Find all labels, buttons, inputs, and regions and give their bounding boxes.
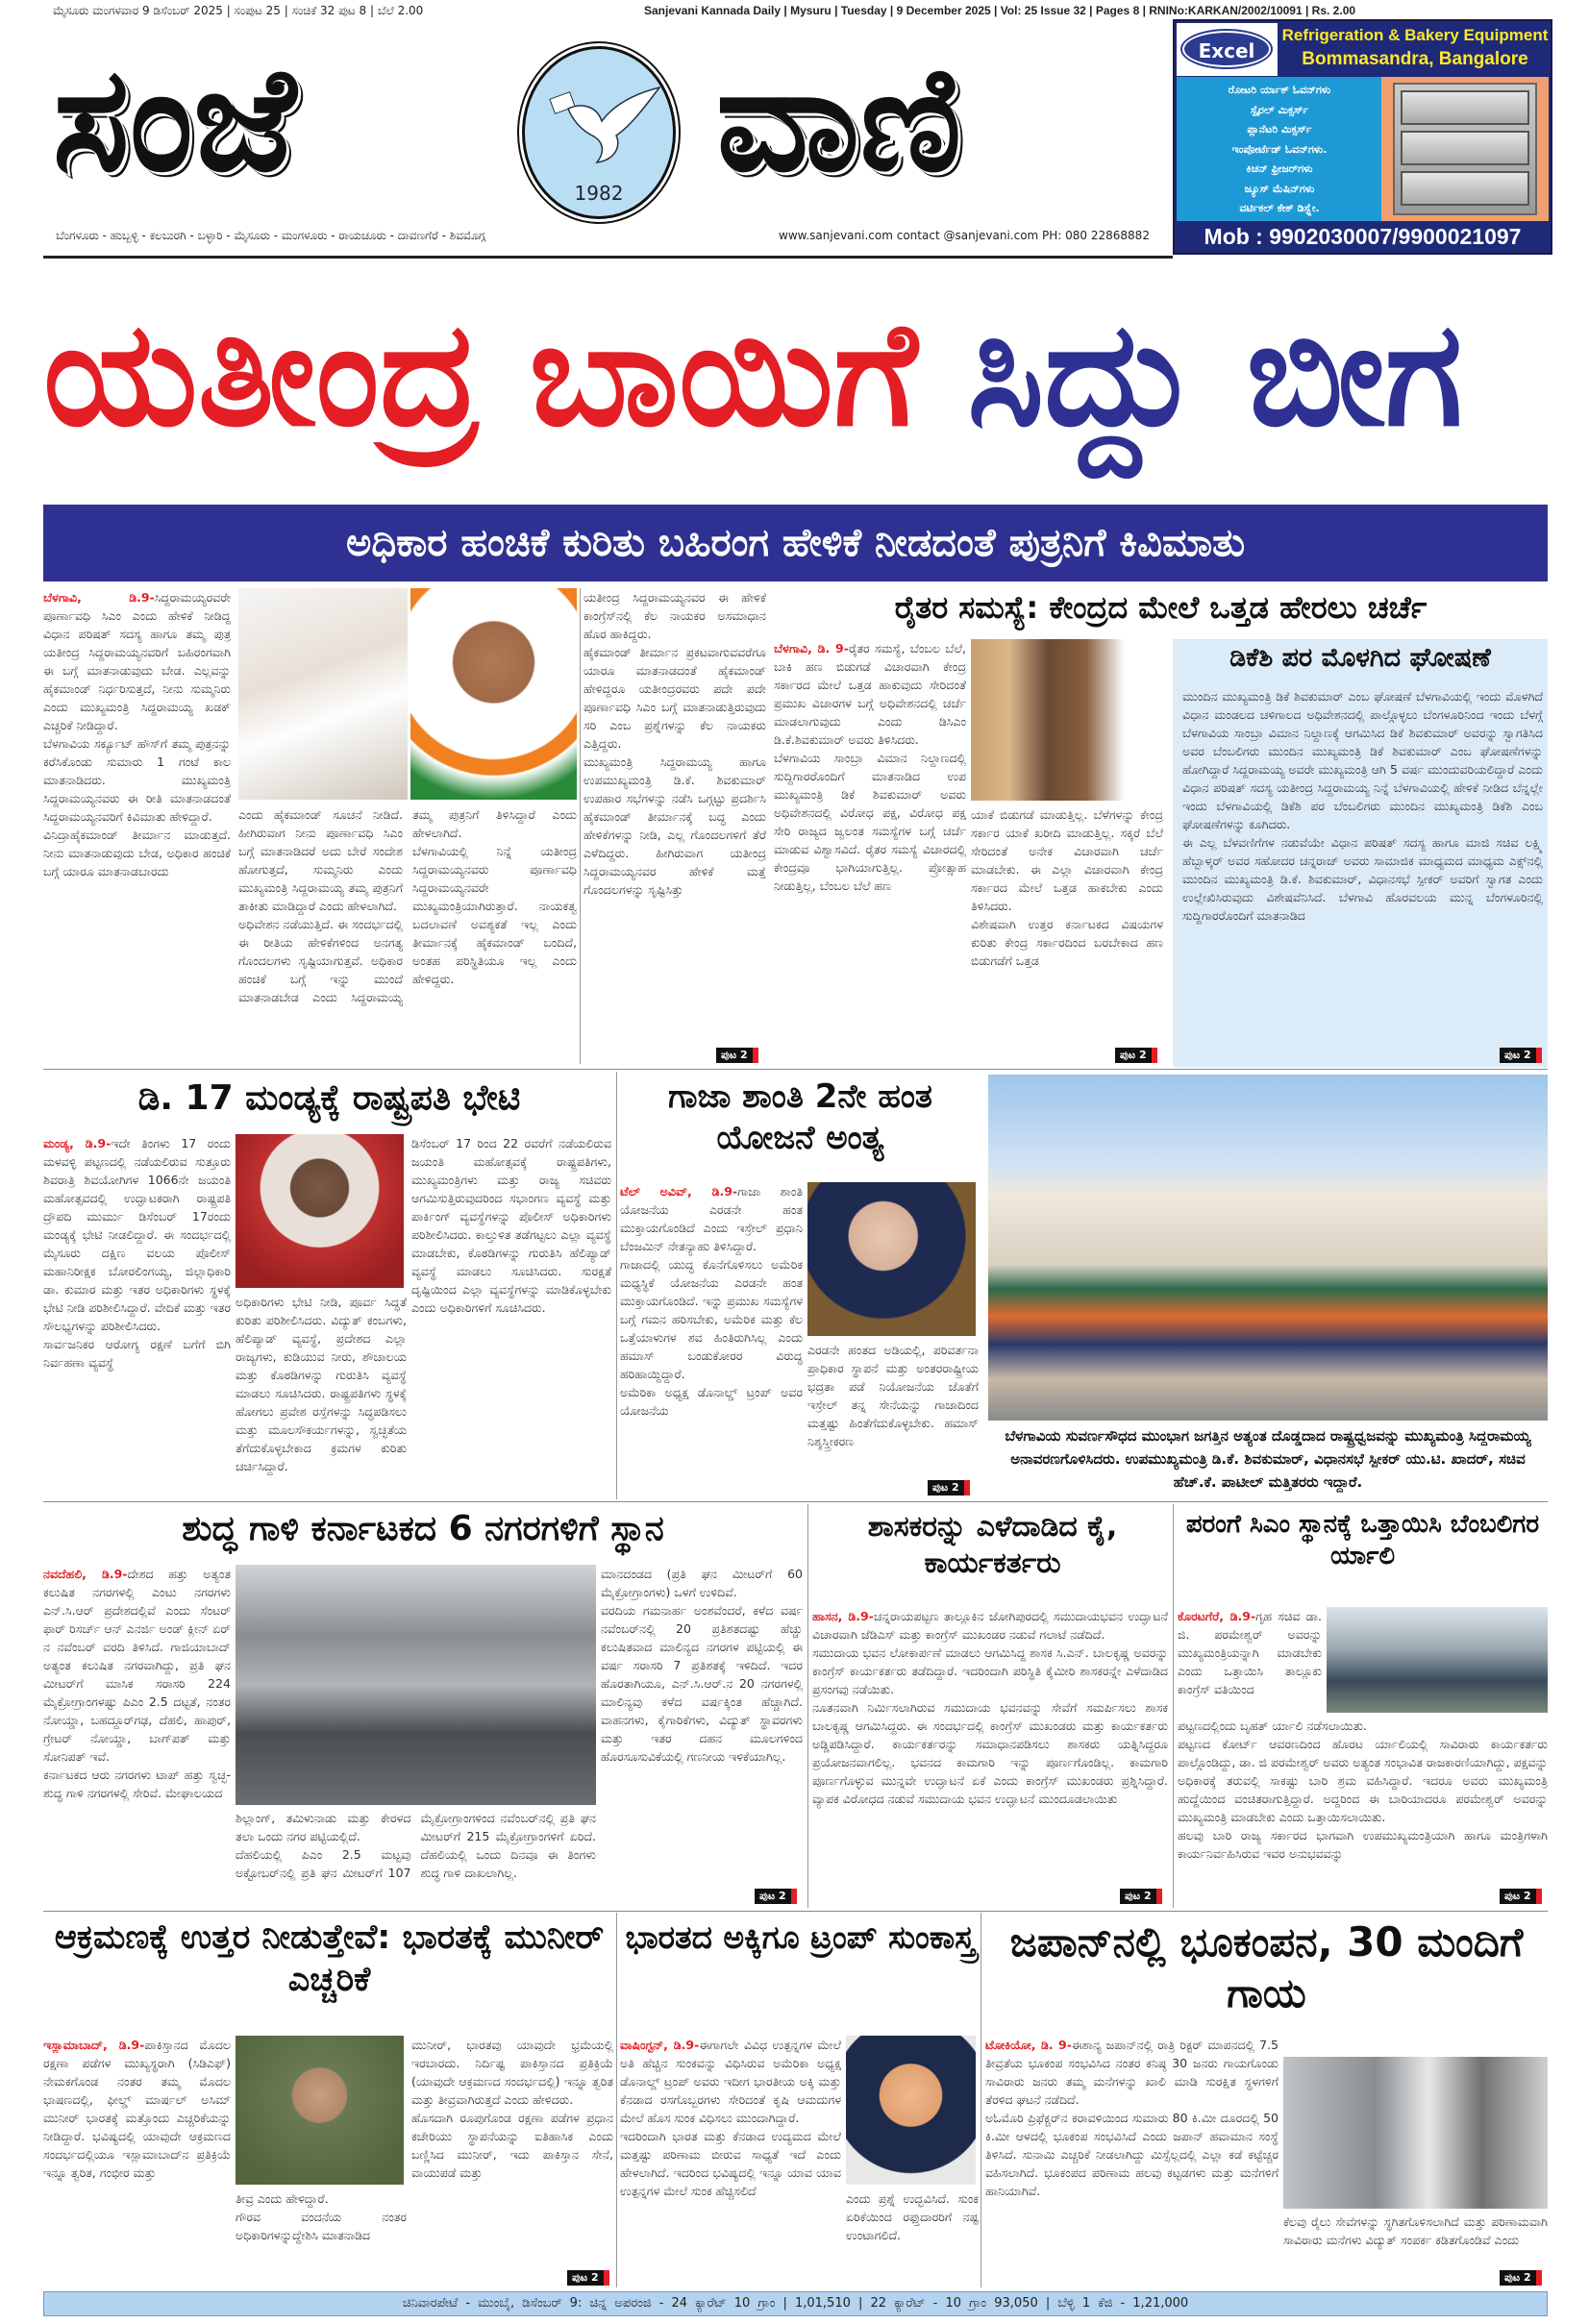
article-text: ಇದೇ ತಿಂಗಳು 17 ರಂದು ಮಳವಳ್ಳಿ ಪಟ್ಟಣದಲ್ಲಿ ನಡೆಯಲಿರುವ ಸುತ್ತೂರು ಶಿವರಾತ್ರಿ ಶಿವಯೋಗಿಗಳ 1066ನೇ ಜಯಂತಿ ಮಹೋತ್ಸವದಲ್ಲಿ ಉದ್ಘಾಟಕರಾಗಿ ರಾಷ್ಟ್ರಪತಿ ದ್ರೌಪದಿ ಮುರ್ಮು ಡಿಸೆಂಬರ್ 17ರಂದು ಮಂಡ್ಯಕ್ಕೆ ಭೇಟಿ ನೀಡಲಿದ್ದಾರೆ. ಈ ಸಂದರ್ಭದಲ್ಲಿ ಮೈಸೂರು ದಕ್ಷಿಣ ವಲಯ ಪೊಲೀಸ್ ಮಹಾನಿರೀಕ್ಷಕ ಬೋರಲಿಂಗಯ್ಯ, ಜಿಲ್ಲಾಧಿಕಾರಿ ಡಾ. ಕುಮಾರ ಮತ್ತು ಇತರ ಅಧಿಕಾರಿಗಳು ಸ್ಥಳಕ್ಕೆ ಭೇಟಿ ನೀಡಿ ಪರಿಶೀಲಿಸಿದ್ದಾರೆ. ವೇದಿಕೆ ಮತ್ತು ಇತರ ಸೌಲಭ್ಯಗಳನ್ನು ಪರಿಶೀಲಿಸಿದರು. ಸಾರ್ವಜನಿಕರ ಆರೋಗ್ಯ ರಕ್ಷಣೆ ಬಗೆಗೆ ಬಿಗಿ ನಿರ್ವಹಣಾ ವ್ಯವಸ್ಥೆ: [43, 1136, 231, 1370]
oven-image: [1393, 83, 1537, 215]
mandya-text-col2: ಅಧಿಕಾರಿಗಳು ಭೇಟಿ ನೀಡಿ, ಪೂರ್ವ ಸಿದ್ಧತೆ ಕುರಿತು ಪರಿಶೀಲಿಸಿದರು. ವಿದ್ಯುತ್ ಕಂಬಗಳು, ಹೆಲಿಪ್ಯಾಡ್ ವ್ಯವಸ್ಥೆ, ಪ್ರದೇಶದ ಎಲ್ಲಾ ರಾಜ್ಯಗಳು, ಕುಡಿಯುವ ನೀರು, ಶೌಚಾಲಯ ಮತ್ತು ಕೊಠಡಿಗಳನ್ನು ಗುರುತಿಸಿ ವ್ಯವಸ್ಥೆ ಮಾಡಲು ಸೂಚಿಸಿದರು. ರಾಷ್ಟ್ರಪತಿಗಳು ಸ್ಥಳಕ್ಕೆ ಹೋಗಲು ಪ್ರವೇಶ ರಸ್ತೆಗಳನ್ನು ಸಿದ್ಧಪಡಿಸಲು ಮತ್ತು ಮೂಲಸೌಕರ್ಯಗಳನ್ನು, ಸ್ವಚ್ಛತೆಯ ತೆಗೆದುಕೊಳ್ಳಬೇಕಾದ ಕ್ರಮಗಳ ಕುರಿತು ಚರ್ಚಿಸಿದ್ದಾರೆ.: [236, 1295, 407, 1473]
excel-logo: [1177, 23, 1278, 76]
asim-munir-photo: [236, 2036, 404, 2185]
dateline: ಬೆಳಗಾವಿ, ಡಿ. 9-: [774, 641, 849, 655]
suvarna-soudha-flag-photo: [988, 1075, 1548, 1421]
dateline: ಟೆಲ್ ಅವಿವ್, ಡಿ.9-: [620, 1184, 738, 1199]
dks-headline: ಡಿಕೆಶಿ ಪರ ಮೊಳಗಿದ ಘೋಷಣೆ: [1229, 643, 1491, 673]
continued-page-2-link[interactable]: ಪುಟ 2: [1115, 1048, 1157, 1063]
dateline: ಹಾಸನ, ಡಿ.9-: [812, 1609, 874, 1623]
ad-body: [1177, 77, 1549, 221]
dove-icon: [525, 49, 679, 174]
logo-word-right: ವಾಣಿ: [716, 37, 962, 204]
lead-text-col2: ಎಂದು ಹೈಕಮಾಂಡ್ ಸೂಚನೆ ನೀಡಿದೆ. ಹೀಗಿರುವಾಗ ನೀನು ಪೂರ್ಣಾವಧಿ ಸಿಎಂ ಬಗ್ಗೆ ಮಾತನಾಡಿದರೆ ಅದು ಬೇರೆ ಸಂದೇಶ ಹೋಗುತ್ತದೆ, ಸುಮ್ಮನಿರು ಎಂದು ಮುಖ್ಯಮಂತ್ರಿ ಸಿದ್ದರಾಮಯ್ಯ ತಮ್ಮ ಪುತ್ರನಿಗೆ ತಾಕೀತು ಮಾಡಿದ್ದಾರೆ ಎಂದು ಹೇಳಲಾಗಿದೆ. ಅಧಿವೇಶನ ನಡೆಯುತ್ತಿದೆ. ಈ ಸಂದರ್ಭದಲ್ಲಿ ಈ ರೀತಿಯ ಹೇಳಿಕೆಗಳಿಂದ ಅನಗತ್ಯ ಗೊಂದಲಗಳು ಸೃಷ್ಟಿಯಾಗುತ್ತವೆ. ಅಧಿಕಾರ ಹಂಚಿಕೆ ಬಗ್ಗೆ ಇನ್ನು ಮುಂದೆ ಮಾತನಾಡಬೇಡ ಎಂದು ಸಿದ್ದರಾಮಯ್ಯ ತಮ್ಮ ಪುತ್ರನಿಗೆ ತಿಳಿಸಿದ್ದಾರೆ ಎಂದು ಹೇಳಲಾಗಿದೆ. ಬೆಳಗಾವಿಯಲ್ಲಿ ನಿನ್ನೆ ಯತೀಂದ್ರ ಸಿದ್ದರಾಮಯ್ಯನವರು ಪೂರ್ಣಾವಧಿ ಸಿದ್ದರಾಮಯ್ಯನವರೇ ಮುಖ್ಯಮಂತ್ರಿಯಾಗಿರುತ್ತಾರೆ. ನಾಯಕತ್ವ ಬದಲಾವಣೆ ಅವಶ್ಯಕತೆ ಇಲ್ಲ ಎಂದು ತೀರ್ಮಾನಕ್ಕೆ ಹೈಕಮಾಂಡ್ ಬಂದಿದೆ, ಅಂತಹ ಪರಿಸ್ಥಿತಿಯೂ ಇಲ್ಲ ಎಂದು ಹೇಳಿದ್ದರು.: [238, 807, 577, 1004]
issue-info-kannada: ಮೈಸೂರು ಮಂಗಳವಾರ 9 ಡಿಸೆಂಬರ್ 2025 | ಸಂಪುಟ 25 | ಸಂಚಿಕೆ 32 ಪುಟ 8 | ಬೆಲೆ 2.00: [53, 4, 424, 17]
dateline: ನವದೆಹಲಿ, ಡಿ.9-: [43, 1567, 128, 1581]
divider: [43, 1501, 1548, 1502]
lead-headline-blue: ಸಿದ್ದು ಬೀಗ: [967, 291, 1463, 458]
ad-mobile: Mob : 9902030007/9900021097: [1204, 224, 1522, 249]
photo-caption: ಬೆಳಗಾವಿಯ ಸುವರ್ಣಸೌಧದ ಮುಂಭಾಗ ಜಗತ್ತಿನ ಅತ್ಯಂತ ದೊಡ್ಡದಾದ ರಾಷ್ಟ್ರಧ್ವಜವನ್ನು ಮುಖ್ಯಮಂತ್ರಿ ಸಿದ್ದರಾಮಯ್ಯ ಅನಾವರಣಗೊಳಿಸಿದರು. ಉಪಮುಖ್ಯಮಂತ್ರಿ ಡಿ.ಕೆ. ಶಿವಕುಮಾರ್, ವಿಧಾನಸಭೆ ಸ್ಪೀಕರ್ ಯು.ಟಿ. ಖಾದರ್, ಸಚಿವ ಹೆಚ್.ಕೆ. ಪಾಟೀಲ್ ಮತ್ತಿತರರು ಇದ್ದಾರೆ.: [1005, 1427, 1531, 1491]
clean-air-text-col3: ಮಾನದಂಡದ (ಪ್ರತಿ ಘನ ಮೀಟರ್‌ಗೆ 60 ಮೈಕ್ರೋಗ್ರಾಂಗಳು) ಒಳಗೆ ಉಳಿದಿವೆ. ವರದಿಯ ಗಮನಾರ್ಹ ಅಂಶವೆಂದರೆ, ಕಳೆದ ವರ್ಷ ನವೆಂಬರ್‌ನಲ್ಲಿ 20 ಪ್ರತಿಶತದಷ್ಟು ಹೆಚ್ಚು ಕಲುಷಿತವಾದ ಮಾಲಿನ್ಯದ ನಗರಗಳ ಪಟ್ಟಿಯಲ್ಲಿ ಈ ವರ್ಷ ಸರಾಸರಿ 7 ಪ್ರತಿಶತಕ್ಕೆ ಇಳಿದಿದೆ. ಇದರ ಹೊರತಾಗಿಯೂ, ಎನ್‌.ಸಿ.ಆರ್‌.ನ 20 ನಗರಗಳಲ್ಲಿ ಮಾಲಿನ್ಯವು ಕಳೆದ ವರ್ಷಕ್ಕಿಂತ ಹೆಚ್ಚಾಗಿದೆ. ವಾಹನಗಳು, ಕೈಗಾರಿಕೆಗಳು, ವಿದ್ಯುತ್ ಸ್ಥಾವರಗಳು ಮತ್ತು ಇತರ ದಹನ ಮೂಲಗಳಿಂದ ಹೊರಸೂಸುವಿಕೆಯಲ್ಲಿ ಗಣನೀಯ ಇಳಿಕೆಯಾಗಿಲ್ಲ.: [601, 1567, 803, 1764]
farmers-headline: ರೈತರ ಸಮಸ್ಯೆ: ಕೇಂದ್ರದ ಮೇಲೆ ಒತ್ತಡ ಹೇರಲು ಚರ್ಚೆ: [894, 589, 1428, 626]
contact-info: www.sanjevani.com contact @sanjevani.com PH: 080 22868882: [779, 229, 1150, 242]
dateline: ಕೊರಟಗೆರೆ, ಡಿ.9-: [1178, 1609, 1256, 1623]
divider: [616, 1913, 617, 2287]
mandya-text-col1: [43, 1134, 231, 1499]
article-text: ಪಾಕಿಸ್ತಾನದ ಮೊದಲ ರಕ್ಷಣಾ ಪಡೆಗಳ ಮುಖ್ಯಸ್ಥರಾಗಿ (ಸಿಡಿಎಫ್) ನೇಮಕಗೊಂಡ ನಂತರ ತಮ್ಮ ಮೊದಲ ಭಾಷಣದಲ್ಲಿ, ಫೀಲ್ಡ್ ಮಾರ್ಷಲ್ ಅಸಿಮ್ ಮುನೀರ್ ಭಾರತಕ್ಕೆ ಮತ್ತೊಂದು ಎಚ್ಚರಿಕೆಯನ್ನು ನೀಡಿದ್ದಾರೆ. ಭವಿಷ್ಯದಲ್ಲಿ ಯಾವುದೇ ಆಕ್ರಮಣದ ಸಂದರ್ಭದಲ್ಲಿಯೂ ಇಸ್ಲಾಮಾಬಾದ್‌ನ ಪ್ರತಿಕ್ರಿಯೆ ಇನ್ನೂ ತ್ವರಿತ, ಗಂಭೀರ ಮತ್ತು: [43, 2038, 231, 2180]
logo-word-left: ಸಂಜೆ: [53, 37, 296, 204]
divider: [616, 1072, 617, 1499]
clean-air-text-col1: [43, 1565, 231, 1906]
advertisement-excel[interactable]: [1173, 19, 1552, 255]
munir-text-col3: ಮುನೀರ್, ಭಾರತವು ಯಾವುದೇ ಭ್ರಮೆಯಲ್ಲಿ ಇರಬಾರದು. ನಿರ್ದಿಷ್ಟ ಪಾಕಿಸ್ತಾನದ ಪ್ರತಿಕ್ರಿಯೆ (ಯಾವುದೇ ಆಕ್ರಮಣದ ಸಂದರ್ಭದಲ್ಲಿ) ಇನ್ನೂ ತ್ವರಿತ ಮತ್ತು ತೀವ್ರವಾಗಿರುತ್ತದೆ ಎಂದು ಹೇಳಿದರು. ಹೊಸದಾಗಿ ರೂಪುಗೊಂಡ ರಕ್ಷಣಾ ಪಡೆಗಳ ಪ್ರಧಾನ ಕಚೇರಿಯು ಸ್ಥಾಪನೆಯನ್ನು ಐತಿಹಾಸಿಕ ಎಂದು ಬಣ್ಣಿಸಿದ ಮುನೀರ್, ಇದು ಪಾಕಿಸ್ತಾನ ಸೇನೆ, ವಾಯುಪಡೆ ಮತ್ತು: [411, 2038, 613, 2180]
param-text-col2: ಪಟ್ಟಣದಲ್ಲಿಂದು ಬೃಹತ್ ರ್ಯಾಲಿ ನಡೆಸಲಾಯಿತು. ಪಟ್ಟಣದ ಕೋರ್ಟ್ ಆವರಣದಿಂದ ಹೊರಟ ರ್ಯಾಲಿಯಲ್ಲಿ ಸಾವಿರಾರು ಕಾರ್ಯಕರ್ತರು ಪಾಲ್ಗೊಂಡಿದ್ದು, ಡಾ. ಜಿ ಪರಮೇಶ್ವರ್ ಅವರು ಅತ್ಯಂತ ಸಂಭಾವಿತ ರಾಜಕಾರಣಿಯಾಗಿದ್ದು, ಪಕ್ಷವನ್ನು ಅಧಿಕಾರಕ್ಕೆ ತರುವಲ್ಲಿ ಸಾಕಷ್ಟು ಬಾರಿ ಶ್ರಮ ವಹಿಸಿದ್ದಾರೆ. ಇದರೂ ಅವರು ಮುಖ್ಯಮಂತ್ರಿ ಹುದ್ದೆಯಿಂದ ವಂಚಿತರಾಗುತ್ತಿದ್ದಾರೆ. ಅದ್ದರಿಂದ ಈ ಬಾರಿಯಾದರೂ ಪರಮೇಶ್ವರ್ ಅವರನ್ನು ಮುಖ್ಯಮಂತ್ರಿ ಮಾಡಬೇಕು ಎಂದು ಒತ್ತಾಯಿಸಲಾಯಿತು. ಹಲವು ಬಾರಿ ರಾಜ್ಯ ಸರ್ಕಾರದ ಭಾಗವಾಗಿ ಉಪಮುಖ್ಯಮಂತ್ರಿಯಾಗಿ ಹಾಗೂ ಮಂತ್ರಿಗಳಾಗಿ ಕಾರ್ಯನಿರ್ವಹಿಸಿರುವ ಇವರ ಅನುಭವವನ್ನು: [1178, 1718, 1548, 1861]
dk-shivakumar-photo: [971, 639, 1163, 801]
ad-title: [1280, 23, 1550, 71]
siddaramaiah-photo: [238, 588, 408, 800]
farmers-text-col1: [774, 639, 966, 1064]
article-text: ಚನ್ನರಾಯಪಟ್ಟಣ ತಾಲ್ಲೂಕಿನ ಜೋಗಿಪುರದಲ್ಲಿ ಸಮುದಾಯಭವನ ಉದ್ಘಾಟನೆ ವಿಚಾರವಾಗಿ ಜೆಡಿಎಸ್ ಮತ್ತು ಕಾಂಗ್ರೆಸ್ ಮುಖಂಡರ ನಡುವೆ ಗಲಾಟೆ ನಡೆದಿದೆ. ಸಮುದಾಯ ಭವನ ಲೋಕಾರ್ಪಣೆ ಮಾಡಲು ಆಗಮಿಸಿದ್ದ ಶಾಸಕ ಸಿ.ಎನ್. ಬಾಲಕೃಷ್ಣ ಅವರನ್ನು ಕಾಂಗ್ರೆಸ್ ಕಾರ್ಯಕರ್ತರು ತಡೆದಿದ್ದಾರೆ. ಇದರಿಂದಾಗಿ ಪರಿಸ್ಥಿತಿ ಕೈಮೀರಿ ಶಾಸಕರನ್ನೇ ಎಳೆದಾಡಿದ ಪ್ರಸಂಗವು ನಡೆಯಿತು. ನೂತನವಾಗಿ ನಿರ್ಮಿಸಲಾಗಿರುವ ಸಮುದಾಯ ಭವನವನ್ನು ಸೇವೆಗೆ ಸಮರ್ಪಿಸಲು ಶಾಸಕ ಬಾಲಕೃಷ್ಣ ಆಗಮಿಸಿದ್ದರು. ಈ ಸಂದರ್ಭದಲ್ಲಿ ಕಾಂಗ್ರೆಸ್ ಮುಖಂಡರು ಮತ್ತು ಕಾರ್ಯಕರ್ತರು ಅಡ್ಡಿಪಡಿಸಿದ್ದಾರೆ. ಕಾರ್ಯಕರ್ತರನ್ನು ಸಮಾಧಾನಪಡಿಸಲು ಶಾಸಕರು ಯತ್ನಿಸಿದ್ದರೂ ಪ್ರಯೋಜನವಾಗಲಿಲ್ಲ. ಭವನದ ಕಾಮಗಾರಿ ಇನ್ನು ಪೂರ್ಣಗೊಂಡಿಲ್ಲ. ಕಾಮಗಾರಿ ಪೂರ್ಣಗೊಳ್ಳುವ ಮುನ್ನವೇ ಉದ್ಘಾಟನೆ ಏಕೆ ಎಂದು ಕಾಂಗ್ರೆಸ್ ಮುಖಂಡರು ಪ್ರಶ್ನಿಸಿದ್ದಾರೆ. ವ್ಯಾಪಕ ವಿರೋಧದ ನಡುವೆ ಸಮುದಾಯ ಭವನ ಉದ್ಘಾಟನೆ ಮುಂದೂಡಲಾಯಿತು: [812, 1609, 1168, 1806]
gaza-text-col1: [620, 1182, 803, 1497]
munir-text-col1: [43, 2036, 231, 2287]
continued-page-2-link[interactable]: ಪುಟ 2: [1120, 1889, 1162, 1904]
dateline: ಇಸ್ಲಾಮಾಬಾದ್, ಡಿ.9-: [43, 2038, 145, 2052]
lead-headline: [43, 260, 1552, 495]
netanyahu-photo: [807, 1182, 976, 1336]
gold-silver-price-ticker: ಚಿನಿವಾರಪೇಟೆ - ಮುಂಬೈ, ಡಿಸೆಂಬರ್ 9: ಚಿನ್ನ ಅಪರಂಜಿ - 24 ಕ್ಯಾರೆಟ್ 10 ಗ್ರಾಂ | 1,01,510 | 22 ಕ್ಯಾರೆಟ್ - 10 ಗ್ರಾಂ 93,050 | ಬೆಳ್ಳಿ 1 ಕೆಜಿ - 1,21,000: [43, 2291, 1548, 2316]
lead-text-col1: [43, 588, 231, 1064]
trump-headline: ಭಾರತದ ಅಕ್ಕಿಗೂ ಟ್ರಂಪ್ ಸುಂಕಾಸ್ತ್ರ: [625, 1918, 976, 1956]
mla-text: [812, 1607, 1168, 1905]
issue-info-english: Sanjevani Kannada Daily | Mysuru | Tuesday | 9 December 2025 | Vol: 25 Issue 32 | Pages 8 | RNINo:KARKAN/2002/10091 | Rs. 2.00: [644, 4, 1356, 17]
edition-cities: ಬೆಂಗಳೂರು - ಹುಬ್ಬಳ್ಳಿ - ಕಲಬುರಗಿ - ಬಳ್ಳಾರಿ - ಮೈಸೂರು - ಮಂಗಳೂರು - ರಾಯಚೂರು - ದಾವಣಗೆರೆ - ಶಿವಮೊಗ್ಗ: [56, 229, 486, 242]
dks-text: ಮುಂದಿನ ಮುಖ್ಯಮಂತ್ರಿ ಡಿಕೆ ಶಿವಕುಮಾರ್ ಎಂಬ ಘೋಷಣೆ ಬೆಳಗಾವಿಯಲ್ಲಿ ಇಂದು ಮೊಳಗಿದೆ ವಿಧಾನ ಮಂಡಲದ ಚಳಿಗಾಲದ ಅಧಿವೇಶನದಲ್ಲಿ ಪಾಲ್ಗೊಳ್ಳಲು ಬೆಂಗಳೂರಿನಿಂದ ಇಂದು ಬೆಳಗ್ಗೆ ಬೆಳಗಾವಿಯ ಸಾಂಬ್ರಾ ವಿಮಾನ ನಿಲ್ದಾಣಕ್ಕೆ ಆಗಮಿಸಿದ ಡಿಕೆ ಶಿವಕುಮಾರ್ ಅವರನ್ನು ಸ್ವಾಗತಿಸಿದ ಅವರ ಬೆಂಬಲಿಗರು ಮುಂದಿನ ಮುಖ್ಯಮಂತ್ರಿ ಡಿಕೆ ಶಿವಕುಮಾರ್ ಎಂಬ ಘೋಷಣೆಗಳನ್ನು ಹೋಗಿದ್ದಾರೆ ಸಿದ್ದರಾಮಯ್ಯ ಅವರೇ ಮುಖ್ಯಮಂತ್ರಿ ಆಗಿ 5 ವರ್ಷ ಮುಂದುವರಿಯಲಿದ್ದಾರೆ ಎಂದು ವಿಧಾನ ಪರಿಷತ್ ಸದಸ್ಯ ಯತೀಂದ್ರ ಸಿದ್ದರಾಮಯ್ಯ ನಿನ್ನೆ ಬೆಳಗಾವಿಯಲ್ಲಿ ಹೇಳಿಕೆ ನೀಡಿದ ಬೆನ್ನಲ್ಲೇ ಇಂದು ಬೆಳಗಾವಿಯಲ್ಲಿ ಡಿಕೆಶಿ ಪರ ಬೆಂಬಲಿಗರು ಮುಂದಿನ ಮುಖ್ಯಮಂತ್ರಿ ಡಿಕೆಶಿ ಎಂಬ ಘೋಷಣೆಗಳನ್ನು ಕೂಗಿದರು. ಈ ಎಲ್ಲ ಬೆಳವಣಿಗೆಗಳ ನಡುವೆಯೇ ವಿಧಾನ ಪರಿಷತ್ ಸದಸ್ಯ ಹಾಗೂ ಮಾಜಿ ಸಚಿವ ಲಕ್ಷ್ಮಿ ಹೆಬ್ಬಾಳ್ಕರ್ ಅವರ ಸಹೋದರ ಚನ್ನರಾಜ್ ಅವರು ಸಾಮಾಜಿಕ ಮಾಧ್ಯಮದ ಮಾಧ್ಯಮ ಎಕ್ಸ್‌ನಲ್ಲಿ ಮುಂದಿನ ಮುಖ್ಯಮಂತ್ರಿ ಡಿ.ಕೆ. ಶಿವಕುಮಾರ್, ವಿಧಾನಸಭೆ ಸ್ಪೀಕರ್ ಅವರಿಗೆ ಸ್ವಾಗತ ಎಂದು ಉಲ್ಲೇಖಿಸಿರುವುದು ವಿಶೇಷವೆನಿಸಿದೆ. ಬೆಳಗಾವಿ ಹೊರವಲಯ ಮುನ್ನ ಬೆಂಗಳೂರಿನಲ್ಲಿ ಸುದ್ದಿಗಾರರೊಂದಿಗೆ ಮಾತನಾಡಿದ: [1182, 689, 1543, 923]
farmers-text-col2: ಯಾಕೆ ಬಿಡುಗಡೆ ಮಾಡುತ್ತಿಲ್ಲ. ಬೆಳೆಗಳನ್ನು ಕೇಂದ್ರ ಸರ್ಕಾರ ಯಾಕೆ ಖರೀದಿ ಮಾಡುತ್ತಿಲ್ಲ. ಸಕ್ಕರೆ ಬೆಲೆ ಸೇರಿದಂತೆ ಅನೇಕ ವಿಚಾರವಾಗಿ ಚರ್ಚೆ ಮಾಡಬೇಕು. ಈ ಎಲ್ಲಾ ವಿಚಾರವಾಗಿ ಕೇಂದ್ರ ಸರ್ಕಾರದ ಮೇಲೆ ಒತ್ತಡ ಹಾಕಬೇಕು ಎಂದು ತಿಳಿಸಿದರು. ವಿಶೇಷವಾಗಿ ಉತ್ತರ ಕರ್ನಾಟಕದ ವಿಷಯಗಳ ಕುರಿತು ಕೇಂದ್ರ ಸರ್ಕಾರದಿಂದ ಬರಬೇಕಾದ ಹಣ ಬಿಡುಗಡೆಗೆ ಒತ್ತಡ: [971, 807, 1163, 968]
lead-headline-red: ಯತೀಂದ್ರ ಬಾಯಿಗೆ: [43, 291, 918, 458]
emblem-year: 1982: [574, 182, 624, 205]
article-text: ಈಶಾನ್ಯ ಜಪಾನ್‌ನಲ್ಲಿ ರಾತ್ರಿ ರಿಕ್ಟರ್ ಮಾಪನದಲ್ಲಿ 7.5 ತೀವ್ರತೆಯ ಭೂಕಂಪ ಸಂಭವಿಸಿದ ನಂತರ ಕನಿಷ್ಠ 30 ಜನರು ಗಾಯಗೊಂಡು ಸಾವಿರಾರು ಜನರು ತಮ್ಮ ಮನೆಗಳನ್ನು ಖಾಲಿ ಮಾಡಿ ಸುರಕ್ಷಿತ ಸ್ಥಳಗಳಿಗೆ ತೆರಳಿದ ಘಟನೆ ನಡೆದಿದೆ. ಅಓಮೊರಿ ಪ್ರಿಫೆಕ್ಚರ್‌ನ ಕರಾವಳಿಯಿಂದ ಸುಮಾರು 80 ಕಿ.ಮೀ ದೂರದಲ್ಲಿ 50 ಕಿ.ಮೀ ಆಳದಲ್ಲಿ ಭೂಕಂಪ ಸಂಭವಿಸಿದೆ ಎಂದು ಜಪಾನ್ ಹವಾಮಾನ ಸಂಸ್ಥೆ ತಿಳಿಸಿದೆ. ಸುನಾಮಿ ಎಚ್ಚರಿಕೆ ನೀಡಲಾಗಿದ್ದು ಮಿಸ್ಸೆಲ್ಲದಲ್ಲಿ ಎಲ್ಲಾ ಕಡೆ ಕಟ್ಟೆಚ್ಚರ ವಹಿಸಲಾಗಿದೆ. ಭೂಕಂಪದ ಪರಿಣಾಮ ಹಲವು ಕಟ್ಟಡಗಳು ಮತ್ತು ಮನೆಗಳಿಗೆ ಹಾನಿಯಾಗಿವೆ.: [985, 2038, 1279, 2198]
continued-page-2-link[interactable]: ಪುಟ 2: [1500, 1048, 1542, 1063]
earthquake-photo: [1283, 2057, 1548, 2209]
mandya-text-col3: ಡಿಸೆಂಬರ್ 17 ರಿಂದ 22 ರವರೆಗೆ ನಡೆಯಲಿರುವ ಜಯಂತಿ ಮಹೋತ್ಸವಕ್ಕೆ ರಾಷ್ಟ್ರಪತಿಗಳು, ಮುಖ್ಯಮಂತ್ರಿಗಳು ಮತ್ತು ರಾಜ್ಯ ಸಚಿವರು ಆಗಮಿಸುತ್ತಿರುವುದರಿಂದ ಸಭಾಂಗಣ ವ್ಯವಸ್ಥೆ ಮತ್ತು ಪಾರ್ಕಿಂಗ್ ವ್ಯವಸ್ಥೆಗಳನ್ನು ಪೊಲೀಸ್ ಅಧಿಕಾರಿಗಳು ಪರಿಶೀಲಿಸಿದರು. ಕಾಲ್ತುಳಿತ ತಡೆಗಟ್ಟಲು ಎಲ್ಲಾ ವ್ಯವಸ್ಥೆ ಮಾಡಬೇಕು, ಕೊಠಡಿಗಳನ್ನು ಗುರುತಿಸಿ ಹೆಲಿಪ್ಯಾಡ್ ವ್ಯವಸ್ಥೆ ಮಾಡಲು ಸೂಚಿಸಿದರು. ಸುರಕ್ಷತೆ ದೃಷ್ಟಿಯಿಂದ ಎಲ್ಲಾ ವ್ಯವಸ್ಥೆಗಳನ್ನು ಮಾಡಿಕೊಳ್ಳಬೇಕು ಎಂದು ಅಧಿಕಾರಿಗಳಿಗೆ ಸೂಚಿಸಿದರು.: [411, 1136, 611, 1315]
mandya-headline: ಡಿ. 17 ಮಂಡ್ಯಕ್ಕೆ ರಾಷ್ಟ್ರಪತಿ ಭೇಟಿ: [137, 1078, 521, 1118]
dateline: ಮಂಡ್ಯ, ಡಿ.9-: [43, 1136, 112, 1150]
masthead-logo: [53, 29, 1168, 216]
divider: [43, 1911, 1548, 1912]
clean-air-text-col2: ಶಿಲ್ಲಾಂಗ್, ತಮಿಳುನಾಡು ಮತ್ತು ಕೇರಳದ ತಲಾ ಒಂದು ನಗರ ಪಟ್ಟಿಯಲ್ಲಿದೆ. ದೆಹಲಿಯಲ್ಲಿ ಪಿಎಂ 2.5 ಮಟ್ಟವು ಅಕ್ಟೋಬರ್‌ನಲ್ಲಿ ಪ್ರತಿ ಘನ ಮೀಟರ್‌ಗೆ 107 ಮೈಕ್ರೋಗ್ರಾಂಗಳಿಂದ ನವೆಂಬರ್‌ನಲ್ಲಿ ಪ್ರತಿ ಘನ ಮೀಟರ್‌ಗೆ 215 ಮೈಕ್ರೋಗ್ರಾಂಗಳಿಗೆ ಏರಿದೆ. ದೆಹಲಿಯಲ್ಲಿ ಒಂದು ದಿನವೂ ಈ ತಿಂಗಳು ಶುದ್ಧ ಗಾಳಿ ದಾಖಲಾಗಿಲ್ಲ.: [236, 1811, 596, 1880]
article-text: ದೇಶದ ಹತ್ತು ಅತ್ಯಂತ ಕಲುಷಿತ ನಗರಗಳಲ್ಲಿ ಎಂಟು ನಗರಗಳು ಎನ್‌.ಸಿ.ಆರ್ ಪ್ರದೇಶದಲ್ಲಿವೆ ಎಂದು ಸೆಂಟರ್ ಫಾರ್ ರಿಸರ್ಚ್ ಆನ್ ಎನರ್ಜಿ ಅಂಡ್ ಕ್ಲೀನ್ ಏರ್ ನ ನವೆಂಬರ್ ವರದಿ ತಿಳಿಸಿದೆ. ಗಾಜಿಯಾಬಾದ್ ಅತ್ಯಂತ ಕಲುಷಿತ ನಗರವಾಗಿದ್ದು, ಪ್ರತಿ ಘನ ಮೀಟರ್‌ಗೆ ಮಾಸಿಕ ಸರಾಸರಿ 224 ಮೈಕ್ರೋಗ್ರಾಂಗಳಷ್ಟು ಪಿಎಂ 2.5 ದಟ್ಟತೆ, ನಂತರ ನೋಯ್ಡಾ, ಬಹದ್ದೂರ್‌ಗಢ, ದೆಹಲಿ, ಹಾಪುರ್, ಗ್ರೇಟರ್ ನೋಯ್ಡಾ, ಬಾಗ್‌ಪತ್ ಮತ್ತು ಸೋನಿಪತ್ ಇವೆ. ಕರ್ನಾಟಕದ ಆರು ನಗರಗಳು ಟಾಪ್ ಹತ್ತು ಸ್ವಚ್ಛ-ಶುದ್ಧ ಗಾಳಿ ನಗರಗಳಲ್ಲಿ ಸೇರಿವೆ. ಮೇಘಾಲಯದ: [43, 1567, 231, 1800]
continued-page-2-link[interactable]: ಪುಟ 2: [567, 2270, 609, 2286]
divider: [1173, 1504, 1174, 1908]
divider: [807, 1504, 808, 1908]
continued-page-2-link[interactable]: ಪುಟ 2: [928, 1480, 970, 1496]
gaza-headline: ಗಾಜಾ ಶಾಂತಿ 2ನೇ ಹಂತ ಯೋಜನೆ ಅಂತ್ಯ: [668, 1077, 932, 1157]
dove-emblem-icon: [522, 46, 676, 219]
article-text: ರೈತರ ಸಮಸ್ಯೆ, ಬೆಂಬಲ ಬೆಲೆ, ಬಾಕಿ ಹಣ ಬಿಡುಗಡೆ ವಿಚಾರವಾಗಿ ಕೇಂದ್ರ ಸರ್ಕಾರದ ಮೇಲೆ ಒತ್ತಡ ಹಾಕುವುದು ಸೇರಿದಂತೆ ಪ್ರಮುಖ ವಿಚಾರಗಳ ಬಗ್ಗೆ ಅಧಿವೇಶನದಲ್ಲಿ ಚರ್ಚೆ ಮಾಡಲಾಗುವುದು ಎಂದು ಡಿಸಿಎಂ ಡಿ.ಕೆ.ಶಿವಕುಮಾರ್ ಅವರು ತಿಳಿಸಿದರು. ಬೆಳಗಾವಿಯ ಸಾಂಬ್ರಾ ವಿಮಾನ ನಿಲ್ದಾಣದಲ್ಲಿ ಸುದ್ದಿಗಾರರೊಂದಿಗೆ ಮಾತನಾಡಿದ ಉಪ ಮುಖ್ಯಮಂತ್ರಿ ಡಿಕೆ ಶಿವಕುಮಾರ್ ಅವರು ಅಧಿವೇಶನದಲ್ಲಿ ವಿರೋಧ ಪಕ್ಷ, ವಿರೋಧ ಪಕ್ಷ ಸೇರಿ ರಾಜ್ಯದ ಜ್ವಲಂತ ಸಮಸ್ಯೆಗಳ ಬಗ್ಗೆ ಚರ್ಚೆ ಮಾಡುವ ವಿಶ್ವಾಸವಿದೆ. ರೈತರ ಸಮಸ್ಯೆ ವಿಚಾರದಲ್ಲಿ ಕೇಂದ್ರವೂ ಭಾಗಿಯಾಗುತ್ತಿಲ್ಲ. ಪ್ರೋತ್ಸಾಹ ನೀಡುತ್ತಿಲ್ಲ, ಬೆಂಬಲ ಬೆಲೆ ಹಣ: [774, 641, 966, 893]
continued-page-2-link[interactable]: ಪುಟ 2: [755, 1889, 797, 1904]
param-headline: ಪರಂಗೆ ಸಿಎಂ ಸ್ಥಾನಕ್ಕೆ ಒತ್ತಾಯಿಸಿ ಬೆಂಬಲಿಗರ ರ್ಯಾಲಿ: [1185, 1510, 1540, 1570]
divider: [43, 1069, 1548, 1070]
ad-title-line1: Refrigeration & Bakery Equipment: [1281, 26, 1549, 44]
pollution-photo: [236, 1565, 596, 1805]
lead-subheadline: ಅಧಿಕಾರ ಹಂಚಿಕೆ ಕುರಿತು ಬಹಿರಂಗ ಹೇಳಿಕೆ ನೀಡದಂತೆ ಪುತ್ರನಿಗೆ ಕಿವಿಮಾತು: [43, 505, 1548, 581]
japan-text-col1: [985, 2036, 1279, 2287]
dateline: ವಾಷಿಂಗ್ಟನ್, ಡಿ.9-: [620, 2038, 700, 2052]
continued-page-2-link[interactable]: ಪುಟ 2: [716, 1048, 758, 1063]
japan-text-col2: ಕೆಲವು ರೈಲು ಸೇವೆಗಳನ್ನು ಸ್ಥಗಿತಗೊಳಿಸಲಾಗಿದೆ ಮತ್ತು ಪರಿಣಾಮವಾಗಿ ಸಾವಿರಾರು ಮನೆಗಳು ವಿದ್ಯುತ್ ಸಂಪರ್ಕ ಕಡಿತಗೊಂಡಿವೆ ಎಂದು: [1283, 2214, 1548, 2247]
munir-headline: ಆಕ್ರಮಣಕ್ಕೆ ಉತ್ತರ ನೀಡುತ್ತೇವೆ: ಭಾರತಕ್ಕೆ ಮುನೀರ್ ಎಚ್ಚರಿಕೆ: [54, 1918, 605, 1999]
continued-page-2-link[interactable]: ಪುಟ 2: [1500, 1889, 1542, 1904]
continued-page-2-link[interactable]: ಪುಟ 2: [1500, 2270, 1542, 2286]
divider: [580, 588, 581, 1064]
excel-logo-text: Excel: [1182, 31, 1271, 67]
gaza-text-col2: ಎರಡನೇ ಹಂತದ ಅಡಿಯಲ್ಲಿ, ಪರಿವರ್ತನಾ ಪ್ರಾಧಿಕಾರ ಸ್ಥಾಪನೆ ಮತ್ತು ಅಂತರರಾಷ್ಟ್ರೀಯ ಭದ್ರತಾ ಪಡೆ ನಿಯೋಜನೆಯ ಜೊತೆಗೆ ಇಸ್ರೇಲ್ ತನ್ನ ಸೇನೆಯನ್ನು ಗಾಜಾದಿಂದ ಮತ್ತಷ್ಟು ಹಿಂತೆಗೆದುಕೊಳ್ಳಬೇಕು. ಹಮಾಸ್ ನಿಶ್ಶಸ್ತ್ರೀಕರಣ: [807, 1343, 979, 1448]
mla-headline: ಶಾಸಕರನ್ನು ಎಳೆದಾಡಿದ ಕೈ, ಕಾರ್ಯಕರ್ತರು: [867, 1510, 1118, 1580]
trump-photo: [846, 2036, 976, 2185]
japan-headline: ಜಪಾನ್‌ನಲ್ಲಿ ಭೂಕಂಪನ, 30 ಮಂದಿಗೆ ಗಾಯ: [1009, 1918, 1524, 2016]
article-text: ಗಾಜಾ ಶಾಂತಿ ಯೋಜನೆಯ ಎರಡನೇ ಹಂತ ಮುಕ್ತಾಯಗೊಂಡಿದೆ ಎಂದು ಇಸ್ರೇಲ್ ಪ್ರಧಾನಿ ಬೆಂಜಮಿನ್ ನೇತನ್ಯಾಹು ತಿಳಿಸಿದ್ದಾರೆ. ಗಾಜಾದಲ್ಲಿ ಯುದ್ಧ ಕೊನೆಗೊಳಿಸಲು ಅಮೆರಿಕ ಮಧ್ಯಸ್ಥಿಕೆ ಯೋಜನೆಯ ಎರಡನೇ ಹಂತ ಮುಕ್ತಾಯಗೊಂಡಿದೆ. ಇನ್ನು ಪ್ರಮುಖ ಸಮಸ್ಯೆಗಳ ಬಗ್ಗೆ ಗಮನ ಹರಿಸಬೇಕು, ಅಮೆರಿಕ ಮತ್ತು ಕೆಲ ಒತ್ತೆಯಾಳುಗಳ ಶವ ಹಿಂತಿರುಗಿಸಿಲ್ಲ ಎಂದು ಹಮಾಸ್ ಬಂಡುಕೋರರ ವಿರುದ್ಧ ಹರಿಹಾಯ್ದಿದ್ದಾರೆ. ಅಮೆರಿಕಾ ಅಧ್ಯಕ್ಷ ಡೊನಾಲ್ಡ್ ಟ್ರಂಪ್ ಅವರ ಯೋಜನೆಯ: [620, 1184, 803, 1418]
president-photo: [236, 1134, 404, 1288]
param-text-col1: [1178, 1607, 1322, 1713]
article-text: ಸಿದ್ದರಾಮಯ್ಯರವರೇ ಪೂರ್ಣಾವಧಿ ಸಿಎಂ ಎಂದು ಹೇಳಿಕೆ ನೀಡಿದ್ದ ವಿಧಾನ ಪರಿಷತ್ ಸದಸ್ಯ ಹಾಗೂ ತಮ್ಮ ಪುತ್ರ ಯತೀಂದ್ರ ಸಿದ್ದರಾಮಯ್ಯನವರಿಗೆ ಬಹಿರಂಗವಾಗಿ ಈ ಬಗ್ಗೆ ಮಾತನಾಡುವುದು ಬೇಡ. ಎಲ್ಲವನ್ನು ಹೈಕಮಾಂಡ್ ನಿರ್ಧರಿಸುತ್ತದೆ, ನೀನು ಸುಮ್ಮನಿರು ಎಂದು ಮುಖ್ಯಮಂತ್ರಿ ಸಿದ್ದರಾಮಯ್ಯ ಖಡಕ್ ಎಚ್ಚರಿಕೆ ನೀಡಿದ್ದಾರೆ. ಬೆಳಗಾವಿಯ ಸರ್ಕ್ಯೂಟ್ ಹೌಸ್‌ಗೆ ತಮ್ಮ ಪುತ್ರನನ್ನು ಕರೆಸಿಕೊಂಡು ಸುಮಾರು 1 ಗಂಟೆ ಕಾಲ ಮಾತನಾಡಿದರು. ಮುಖ್ಯಮಂತ್ರಿ ಸಿದ್ದರಾಮಯ್ಯನವರು ಈ ರೀತಿ ಮಾತನಾಡದಂತೆ ಸಿದ್ದರಾಮಯ್ಯನವರಿಗೆ ಕಿವಿಮಾತು ಹೇಳಿದ್ದಾರೆ. ವಿನಿದ್ರಾಹೈಕಮಾಂಡ್ ತೀರ್ಮಾನ ಮಾಡುತ್ತದೆ. ನೀನು ಮಾತನಾಡುವುದು ಬೇಡ, ಅಧಿಕಾರ ಹಂಚಿಕೆ ಬಗ್ಗೆ ಯಾರೂ ಮಾತನಾಡಬಾರದು: [43, 590, 231, 878]
masthead-rule: [43, 256, 1173, 259]
trump-text-col1: [620, 2036, 841, 2287]
munir-text-col2: ತೀವ್ರ ಎಂದು ಹೇಳಿದ್ದಾರೆ. ಗೌರವ ವಂದನೆಯ ನಂತರ ಅಧಿಕಾರಿಗಳನ್ನುದ್ದೇಶಿಸಿ ಮಾತನಾಡಿದ: [236, 2191, 407, 2242]
dateline: ಬೆಳಗಾವಿ, ಡಿ.9-: [43, 590, 155, 605]
dateline: ಟೋಕಿಯೋ, ಡಿ. 9-: [985, 2038, 1072, 2052]
ad-product-list: ರೋಟರಿ ರ್ಯಾಕ್ ಓವನ್‌ಗಳು ಸ್ಪೈರಲ್ ಮಿಕ್ಸರ್ಸ್ ಪ್ಲಾನೆಟರಿ ಮಿಕ್ಸರ್ಸ್ ಇಂಪೋರ್ಟೆಡ್ ಓವನ್‌ಗಳು. ಕಿಚನ್ ಫ್ರೀಜರ್‌ಗಳು ಜ್ಯೂಸ್ ಮೆಷಿನ್‌ಗಳು ವರ್ಟಿಕಲ್ ಕೇಕ್ ಡಿಸ್ಪ್ಲೇ.: [1228, 84, 1331, 214]
rally-photo: [1327, 1607, 1548, 1713]
article-text: ಈಗಾಗಲೇ ವಿವಿಧ ಉತ್ಪನ್ನಗಳ ಮೇಲೆ ಅತಿ ಹೆಚ್ಚಿನ ಸುಂಕವನ್ನು ವಿಧಿಸಿರುವ ಅಮೆರಿಕಾ ಅಧ್ಯಕ್ಷ ಡೊನಾಲ್ಡ್ ಟ್ರಂಪ್ ಅವರು ಇದೀಗ ಭಾರತೀಯ ಅಕ್ಕಿ ಮತ್ತು ಕೆನಡಾದ ರಸಗೊಬ್ಬರಗಳು ಸೇರಿದಂತೆ ಕೃಷಿ ಆಮದುಗಳ ಮೇಲೆ ಹೊಸ ಸುಂಕ ವಿಧಿಸಲು ಮುಂದಾಗಿದ್ದಾರೆ. ಇದರಿಂದಾಗಿ ಭಾರತ ಮತ್ತು ಕೆನಡಾದ ಉದ್ಯಮದ ಮೇಲೆ ಮತ್ತಷ್ಟು ಪರಿಣಾಮ ಬೀರುವ ಸಾಧ್ಯತೆ ಇದೆ ಎಂದು ಹೇಳಲಾಗಿದೆ. ಇದರಿಂದ ಭವಿಷ್ಯದಲ್ಲಿ ಇನ್ನೂ ಯಾವ ಯಾವ ಉತ್ಪನ್ನಗಳ ಮೇಲೆ ಸುಂಕ ಹೆಚ್ಚಿಸಲಿದೆ: [620, 2038, 841, 2198]
yathindra-photo: [410, 588, 577, 800]
ad-title-line2: Bommasandra, Bangalore: [1302, 49, 1528, 69]
clean-air-headline: ಶುದ್ಧ ಗಾಳಿ ಕರ್ನಾಟಕದ 6 ನಗರಗಳಿಗೆ ಸ್ಥಾನ: [182, 1509, 664, 1548]
article-text: ಗೃಹ ಸಚಿವ ಡಾ. ಜಿ. ಪರಮೇಶ್ವರ್ ಅವರನ್ನು ಮುಖ್ಯಮಂತ್ರಿಯನ್ನಾಗಿ ಮಾಡಬೇಕು ಎಂದು ಒತ್ತಾಯಿಸಿ ತಾಲ್ಲೂಕು ಕಾಂಗ್ರೆಸ್ ವತಿಯಿಂದ: [1178, 1609, 1322, 1696]
lead-text-col3: ಯತೀಂದ್ರ ಸಿದ್ದರಾಮಯ್ಯನವರ ಈ ಹೇಳಿಕೆ ಕಾಂಗ್ರೆಸ್‌ನಲ್ಲಿ ಕೆಲ ನಾಯಕರ ಅಸಮಾಧಾನ ಹೊರ ಹಾಕಿದ್ದರು. ಹೈಕಮಾಂಡ್ ತೀರ್ಮಾನ ಪ್ರಕಟವಾಗುವವರೆಗೂ ಯಾರೂ ಮಾತನಾಡದಂತೆ ಹೈಕಮಾಂಡ್ ಹೇಳಿದ್ದರೂ ಯತೀಂದ್ರರವರು ಪದೇ ಪದೇ ಪೂರ್ಣಾವಧಿ ಸಿಎಂ ಬಗ್ಗೆ ಮಾತನಾಡುತ್ತಿರುವುದು ಸರಿ ಎಂಬ ಪ್ರಶ್ನೆಗಳನ್ನು ಕೆಲ ನಾಯಕರು ಎತ್ತಿದ್ದರು. ಮುಖ್ಯಮಂತ್ರಿ ಸಿದ್ದರಾಮಯ್ಯ ಹಾಗೂ ಉಪಮುಖ್ಯಮಂತ್ರಿ ಡಿ.ಕೆ. ಶಿವಕುಮಾರ್ ಉಪಹಾರ ಸಭೆಗಳನ್ನು ನಡೆಸಿ ಒಗ್ಗಟ್ಟು ಪ್ರದರ್ಶಿಸಿ ಹೈಕಮಾಂಡ್ ತೀರ್ಮಾನಕ್ಕೆ ಬದ್ಧ ಎಂದು ಹೇಳಿಕೆಗಳನ್ನು ನೀಡಿ, ಎಲ್ಲ ಗೊಂದಲಗಳಿಗೆ ತೆರೆ ಎಳೆದಿದ್ದರು. ಹೀಗಿರುವಾಗ ಯತೀಂದ್ರ ಸಿದ್ದರಾಮಯ್ಯನವರ ಹೇಳಿಕೆ ಮತ್ತೆ ಗೊಂದಲಗಳನ್ನು ಸೃಷ್ಟಿಸಿತ್ತು: [583, 590, 766, 897]
trump-text-col2: ಎಂದು ಪ್ರಶ್ನೆ ಉದ್ಭವಿಸಿದೆ. ಸುಂಕ ಏರಿಕೆಯಿಂದ ರಫ್ತುದಾರರಿಗೆ ನಷ್ಟ ಉಂಟಾಗಲಿದೆ.: [846, 2191, 979, 2242]
